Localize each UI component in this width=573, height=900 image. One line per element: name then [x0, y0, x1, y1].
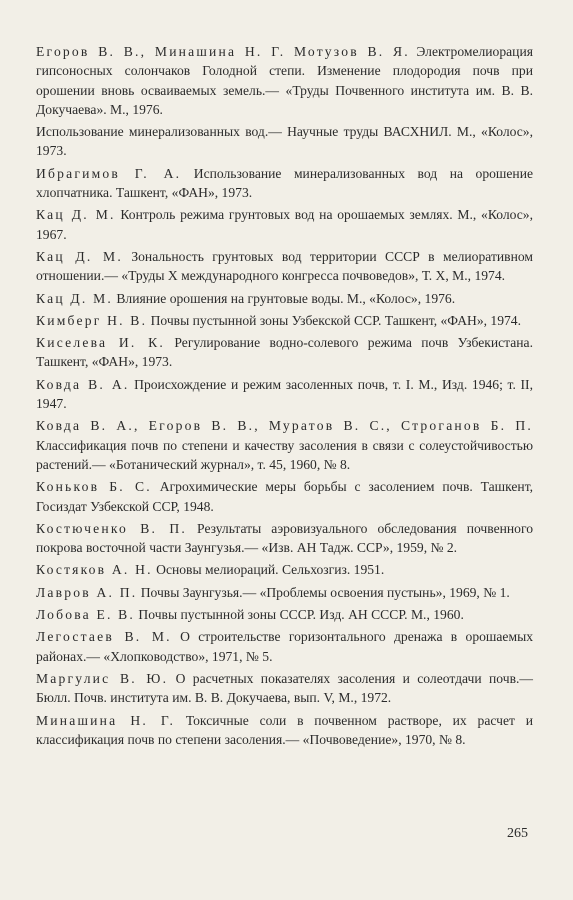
reference-author: Маргулис В. Ю. [36, 670, 169, 686]
reference-text: Использование минерализованных вод.— Научные труды ВАСХНИЛ. М., «Колос», 1973. [36, 124, 533, 159]
reference-entry [36, 519, 533, 558]
reference-text: Агрохимические меры борьбы с засолением почв. Ташкент, Госиздат Узбекской ССР, 1948. [36, 479, 534, 514]
reference-author: Ковда В. А., Егоров В. В., Муратов В. С., Строганов Б. П. [36, 418, 533, 434]
reference-entry [36, 333, 533, 372]
reference-entry [36, 205, 533, 244]
reference-text: Почвы пустынной зоны Узбекской ССР. Ташкент, «ФАН», 1974. [147, 312, 522, 328]
reference-text: Почвы пустынной зоны СССР. Изд. АН СССР. М., 1960. [135, 607, 464, 623]
reference-entry [36, 42, 533, 119]
reference-author: Коньков Б. С. [36, 479, 152, 495]
reference-entry [36, 560, 533, 579]
reference-text: Классификация почв по степени и качеству засоления в связи с солеустойчивостью растений.— «Ботанический журнал», т. 45, 1960, № 8. [36, 437, 533, 472]
reference-text: Происхождение и режим засоленных почв, т. I. М., Изд. 1946; т. II, 1947. [36, 376, 533, 412]
reference-entry [36, 711, 533, 750]
reference-text: Почвы Заунгузья.— «Проблемы освоения пустынь», 1969, № 1. [137, 584, 510, 600]
reference-entry [36, 583, 533, 602]
reference-author: Кац Д. М. [36, 248, 123, 264]
reference-text: О строительстве горизонтального дренажа в орошаемых районах.— «Хлопководство», 1971, № 5. [36, 629, 534, 664]
reference-author: Киселева И. К. [36, 335, 165, 351]
reference-entry [36, 669, 533, 708]
reference-entry [36, 247, 533, 286]
reference-author: Лобова Е. В. [36, 607, 136, 623]
reference-author: Легостаев В. М. [36, 629, 172, 645]
reference-entry [36, 375, 533, 414]
reference-text: Токсичные соли в почвенном растворе, их расчет и классификация почв по степени засоления.— «Почвоведение», 1970, № 8. [36, 712, 533, 747]
reference-entry [36, 122, 533, 161]
reference-entry [36, 311, 533, 330]
reference-text: Регулирование водно-солевого режима почв Узбекистана. Ташкент, «ФАН», 1973. [36, 335, 533, 370]
reference-text: Электромелиорация гипсоносных солончаков Голодной степи. Изменение плодородия почв при орошении вновь осваиваемых земель.— «Труды Почвенного института им. В. В. Докучаева». М., 1976. [36, 44, 533, 117]
reference-entry [36, 605, 533, 624]
reference-list [36, 42, 533, 752]
reference-text: Результаты аэровизуального обследования почвенного покрова восточной части Заунгузья.— «Изв. АН Тадж. ССР», 1959, № 2. [36, 520, 534, 556]
reference-text: Использование минерализованных вод на орошение хлопчатника. Ташкент, «ФАН», 1973. [36, 165, 534, 201]
reference-entry [36, 627, 533, 666]
reference-author: Егоров В. В., Минашина Н. Г. Мотузов В. Я. [36, 44, 410, 59]
reference-author: Лавров А. П. [36, 584, 138, 600]
reference-author: Минашина Н. Г. [36, 712, 176, 728]
reference-author: Кац Д. М. [36, 290, 113, 306]
page-number: 265 [507, 826, 528, 841]
reference-author: Ковда В. А. [36, 376, 130, 392]
reference-author: Костяков А. Н. [36, 562, 153, 578]
reference-author: Костюченко В. П. [36, 520, 187, 536]
reference-author: Ибрагимов Г. А. [36, 165, 182, 181]
reference-entry [36, 477, 533, 516]
reference-author: Кац Д. М. [36, 207, 116, 223]
reference-author: Кимберг Н. В. [36, 312, 148, 328]
reference-text: Влияние орошения на грунтовые воды. М., «Колос», 1976. [112, 290, 456, 306]
reference-text: О расчетных показателях засоления и солеотдачи почв.— Бюлл. Почв. института им. В. В. Докучаева, вып. V, М., 1972. [36, 670, 533, 706]
reference-text: Зональность грунтовых вод территории СССР в мелиоративном отношении.— «Труды X международного конгресса почвоведов», Т. X, М., 1974. [36, 248, 534, 284]
reference-text: Основы мелиораций. Сельхозгиз. 1951. [152, 562, 385, 578]
reference-text: Контроль режима грунтовых вод на орошаемых землях. М., «Колос», 1967. [36, 207, 533, 242]
reference-entry [36, 289, 533, 308]
reference-entry [36, 416, 533, 474]
reference-entry [36, 164, 533, 203]
